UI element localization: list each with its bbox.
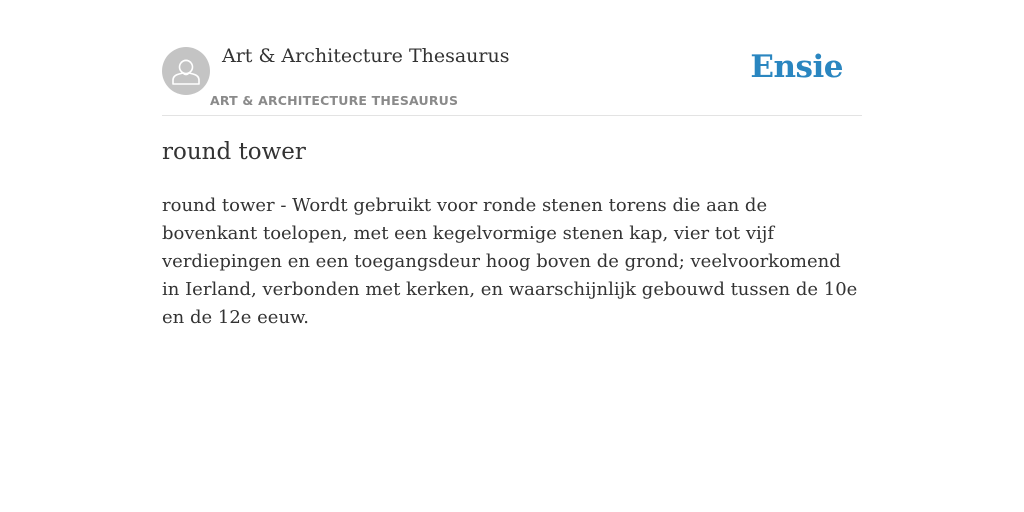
author-name[interactable]: Art & Architecture Thesaurus	[222, 45, 510, 67]
avatar[interactable]	[162, 47, 210, 95]
source-label[interactable]: ART & ARCHITECTURE THESAURUS	[210, 93, 459, 108]
entry-card	[162, 0, 862, 512]
entry-header	[162, 0, 862, 116]
definition-text: round tower - Wordt gebruikt voor ronde stenen torens die aan de bovenkant toelopen, met een kegelvormige stenen kap, vier tot vijf verdiepingen en een toegangsdeur hoog boven de grond; veelvoorkomend in Ierland, verbonden met kerken, en waarschijnlijk gebouwd tussen de 10e en de 12e eeuw.	[162, 195, 858, 328]
page-title: round tower	[162, 139, 306, 165]
user-silhouette-icon	[162, 47, 210, 95]
brand-logo[interactable]: Ensie	[750, 49, 843, 85]
